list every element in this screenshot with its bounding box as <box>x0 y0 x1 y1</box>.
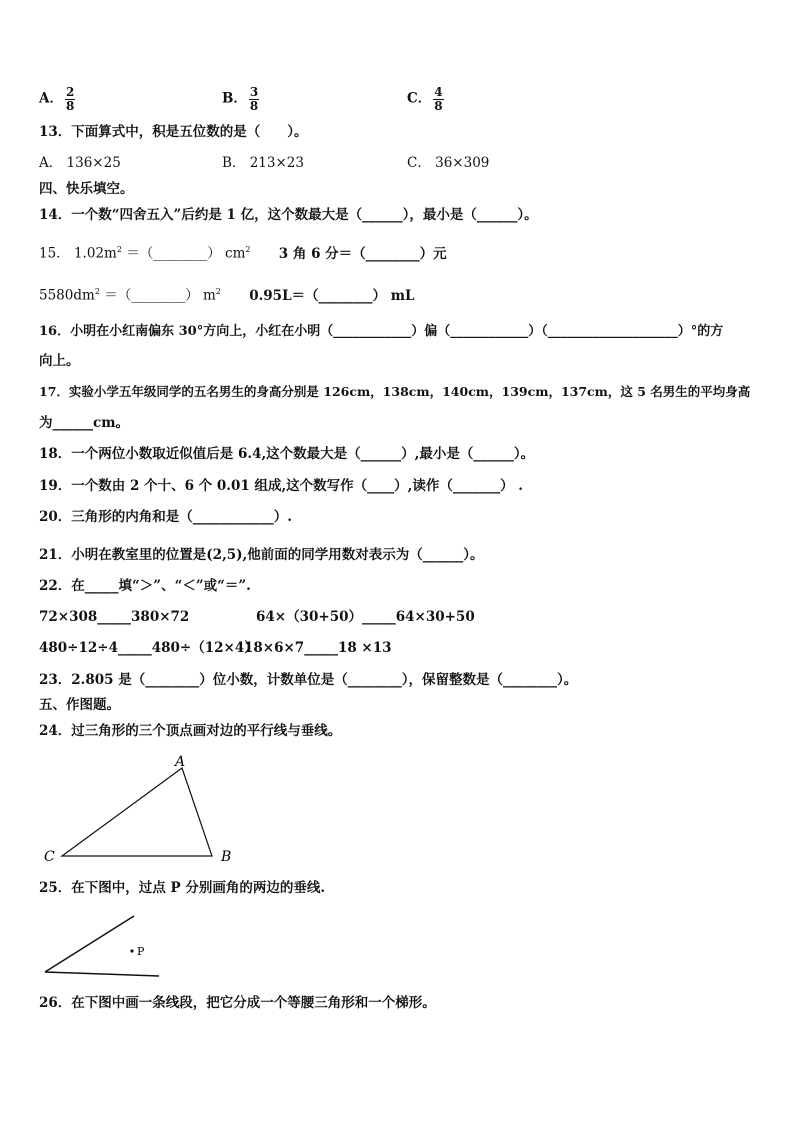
q16-line1: 16．小明在小红南偏东 30°方向上，小红在小明（____________）偏（____________）（____________________）°的方 <box>39 324 724 339</box>
q12-option-a <box>39 86 75 112</box>
denominator: 8 <box>434 98 443 113</box>
numerator: 4 <box>434 85 443 99</box>
q15-text: 15． 1.02m <box>39 245 117 262</box>
q25-stem: 25．在下图中，过点 P 分别画角的两边的垂线. <box>39 880 326 896</box>
section-heading: 四、快乐填空。 <box>39 181 134 197</box>
superscript: 2 <box>94 287 100 296</box>
vertex-label-a: A <box>175 754 186 770</box>
option-label: B． <box>222 90 247 107</box>
q15-text: 3 角 6 分＝（________）元 <box>278 245 447 262</box>
vertex-label-c: C <box>44 849 55 865</box>
triangle-abc <box>62 768 212 856</box>
q22-row1-right: 64×（30+50）_____64×30+50 <box>256 609 475 625</box>
q19: 19．一个数由 2 个十、6 个 0.01 组成,这个数写作（____）,读作（_______） . <box>39 478 524 494</box>
q22-row1-left: 72×308_____380×72 <box>39 609 190 625</box>
q13-option-a: A． 136×25 <box>39 155 121 171</box>
q12-option-c <box>407 86 444 112</box>
superscript: 2 <box>116 245 122 254</box>
q22-stem: 22．在_____填“＞”、“＜”或“＝”. <box>39 578 251 594</box>
q22-row2-right: 18×6×7_____18 ×13 <box>244 640 392 656</box>
q13-option-b: B． 213×23 <box>222 155 304 171</box>
q21: 21．小明在教室里的位置是(2,5),他前面的同学用数对表示为（______）。 <box>39 547 484 563</box>
superscript: 2 <box>245 245 251 254</box>
q15-text: 5580dm <box>39 287 95 304</box>
q12-option-b <box>222 86 259 112</box>
triangle-figure <box>40 752 240 865</box>
q15-text: 0.95L＝（________） mL <box>249 287 415 304</box>
option-label: C． <box>407 90 432 107</box>
q26: 26．在下图中画一条线段，把它分成一个等腰三角形和一个梯形。 <box>39 995 436 1011</box>
superscript: 2 <box>215 287 221 296</box>
angle-side-upper <box>45 916 134 972</box>
q17-line2: 为______cm。 <box>39 415 130 431</box>
q15-line2 <box>39 288 415 303</box>
fraction <box>65 86 75 112</box>
q15-text: ＝（________） m <box>104 287 216 304</box>
q18: 18．一个两位小数取近似值后是 6.4,这个数最大是（______）,最小是（______）。 <box>39 446 535 462</box>
q13-stem: 13．下面算式中，积是五位数的是（ ）。 <box>39 124 308 140</box>
point-label-p: P <box>137 945 145 958</box>
fraction <box>433 86 443 112</box>
section-heading: 五、作图题。 <box>39 697 120 713</box>
angle-figure <box>40 912 180 982</box>
q16-line2: 向上。 <box>39 353 80 369</box>
q23: 23．2.805 是（________）位小数，计数单位是（________），保留整数是（________）。 <box>39 672 578 688</box>
option-label: A． <box>39 90 63 107</box>
fraction <box>249 86 259 112</box>
q22-row2-left: 480÷12÷4_____480÷（12×4） <box>39 640 258 656</box>
denominator: 8 <box>65 98 75 113</box>
q14: 14．一个数“四舍五入”后约是 1 亿，这个数最大是（______），最小是（______）。 <box>39 207 538 223</box>
vertex-label-b: B <box>221 849 232 865</box>
numerator: 3 <box>249 85 259 99</box>
q17-line1: 17．实验小学五年级同学的五名男生的身高分别是 126cm，138cm，140cm，139cm，137cm，这 5 名男生的平均身高 <box>39 384 751 399</box>
q15-text: ＝（________） cm <box>126 245 246 262</box>
point-p <box>130 949 133 952</box>
q20: 20．三角形的内角和是（____________）. <box>39 509 292 525</box>
numerator: 2 <box>65 85 75 99</box>
angle-side-lower <box>45 972 159 976</box>
q15-line1 <box>39 246 447 261</box>
denominator: 8 <box>249 98 259 113</box>
q13-option-c: C． 36×309 <box>407 155 490 171</box>
q24-stem: 24．过三角形的三个顶点画对边的平行线与垂线。 <box>39 723 342 739</box>
